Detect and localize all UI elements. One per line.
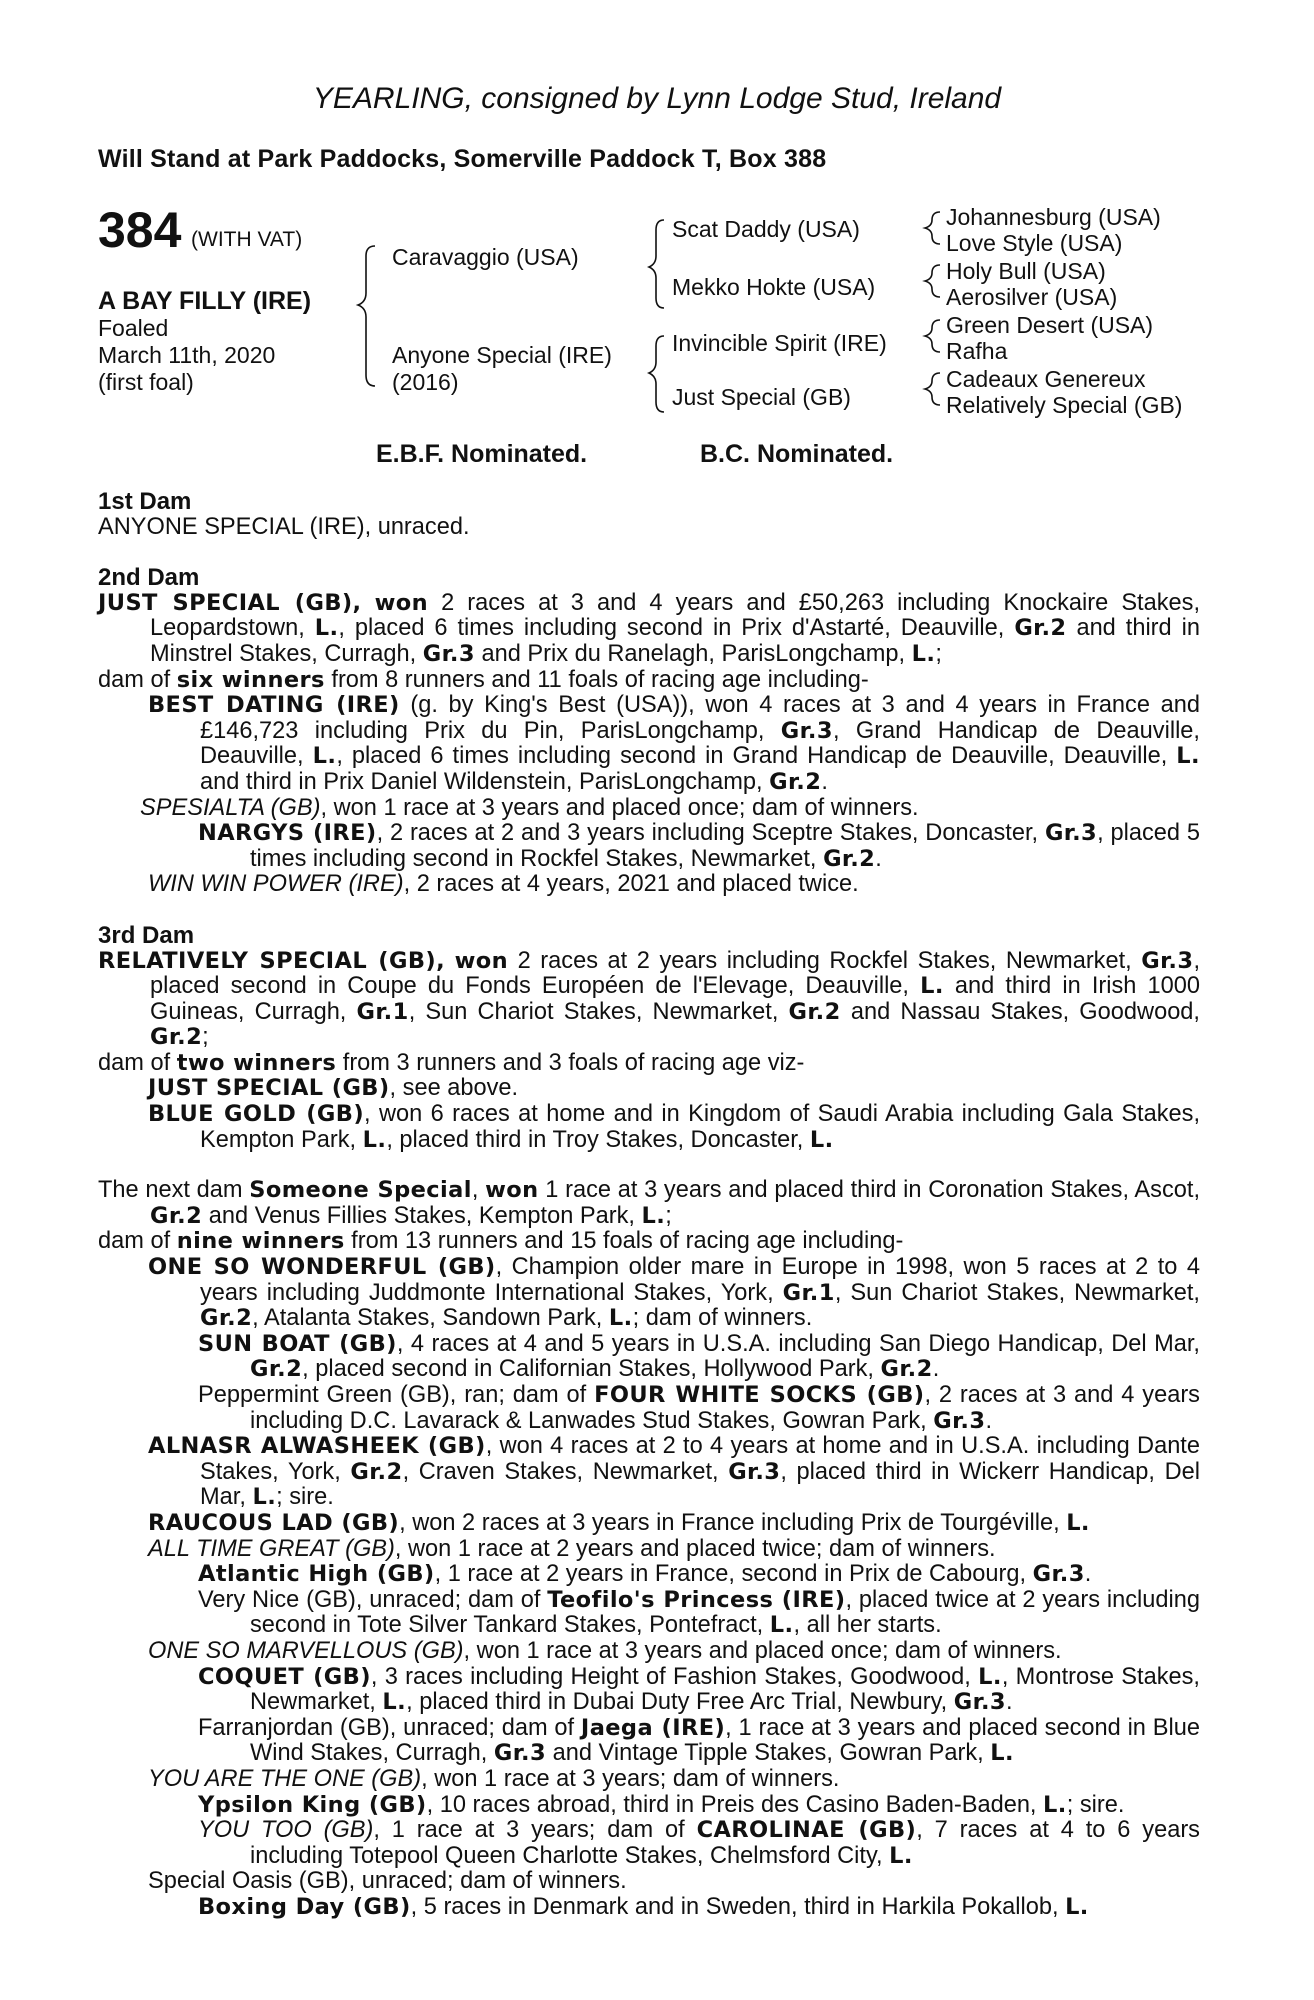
text: . (985, 1407, 992, 1434)
grade: Gr.2 (769, 768, 822, 795)
grade: Gr.2 (150, 1024, 203, 1051)
text: , 2 races at 3 and 4 years including D.C. Lavarack & Lanwades Stud Stakes, Gowran Park, (250, 1382, 1200, 1434)
produce-farranjordan (98, 1716, 1200, 1767)
g4-7: Cadeaux Genereux (946, 366, 1146, 392)
text: , placed 6 times including second in Prix d'Astarté, Deauville, (338, 615, 1015, 642)
horse-name: BLUE GOLD (GB) (148, 1101, 365, 1128)
text: 2 races at 2 years including Rockfel Stakes, Newmarket, (508, 947, 1142, 974)
text: , 3 races including Height of Fashion Stakes, Goodwood, (370, 1663, 979, 1690)
text: (g. by King's Best (USA)), won 4 races at 3 and 4 years in France and £146,723 including Prix du Pin, ParisLongchamp, (200, 692, 1200, 744)
produce-nargys (98, 821, 1200, 872)
produce-you-are-the-one (98, 1767, 1200, 1793)
produce-just-special (98, 1076, 1200, 1102)
text: dam of (98, 666, 177, 693)
text: , placed 5 times including second in Rockfel Stakes, Newmarket, (250, 820, 1200, 872)
horse-name: YOU TOO (GB) (198, 1817, 374, 1844)
grade: Gr.1 (782, 1279, 835, 1306)
grade: Gr.2 (788, 998, 841, 1025)
text: and third in Prix Daniel Wildenstein, ParisLongchamp, (200, 768, 770, 795)
produce-all-time-great (98, 1537, 1200, 1563)
text: , Montrose Stakes, Newmarket, (250, 1663, 1200, 1716)
text: ; (202, 1024, 209, 1051)
horse-name: RAUCOUS LAD (GB) (148, 1509, 400, 1536)
text: Farranjordan (GB), unraced; dam of (198, 1714, 581, 1741)
text: ; sire. (1066, 1791, 1125, 1818)
text: and Prix du Ranelagh, ParisLongchamp, (474, 640, 912, 667)
text: , won 4 races at 2 to 4 years at home and in U.S.A. including Dante Stakes, York, (200, 1433, 1200, 1485)
grade: L. (608, 1305, 633, 1332)
text: 1 race at 3 years and placed third in Coronation Stakes, Ascot, (538, 1177, 1200, 1204)
text: Very Nice (GB), unraced; dam of (198, 1586, 548, 1613)
text: , placed twice at 2 years including second in Tote Silver Tankard Stakes, Pontefract, (250, 1586, 1200, 1639)
grade: L. (920, 973, 944, 1000)
produce-atlantic-high (98, 1562, 1200, 1588)
foaled-date: March 11th, 2020 (98, 342, 276, 368)
text: , won 6 races at home and in Kingdom of Saudi Arabia including Gala Stakes, Kempton Park, (200, 1101, 1201, 1153)
second-dam-record (98, 591, 1200, 668)
text: , won 2 races at 3 years in France including Prix de Tourgéville, (399, 1509, 1067, 1536)
dam-year: (2016) (392, 369, 459, 395)
text: , 1 race at 3 years and placed second in Blue Wind Stakes, Curragh, (250, 1714, 1200, 1767)
text: dam of (98, 1049, 177, 1076)
text: , 1 race at 3 years; dam of (373, 1817, 697, 1844)
text: , Sun Chariot Stakes, Newmarket, (408, 998, 789, 1025)
text: , 5 races in Denmark and in Sweden, third in Harkila Pokallob, (410, 1893, 1066, 1920)
grade: L. (1065, 1893, 1089, 1920)
grade: Gr.3 (1044, 820, 1098, 847)
text: , 1 race at 2 years in France, second in Prix de Cabourg, (434, 1561, 1033, 1588)
text: Special Oasis (GB), unraced; dam of winners. (148, 1868, 627, 1895)
grade: Gr.3 (1032, 1561, 1085, 1588)
horse-name: Boxing Day (GB) (198, 1893, 411, 1920)
produce-sun-boat (98, 1332, 1200, 1383)
text: ; dam of winners. (632, 1305, 813, 1332)
horse-name: Teofilo's Princess (IRE) (547, 1586, 846, 1613)
grade: Gr.3 (933, 1407, 986, 1434)
produce-ypsilon-king (98, 1793, 1200, 1819)
text: , won 1 race at 3 years; dam of winners. (421, 1765, 840, 1792)
dam-history (98, 489, 1200, 1920)
dam-sire: Invincible Spirit (IRE) (672, 330, 887, 356)
foaled-label: Foaled (98, 315, 169, 341)
grade: Gr.1 (356, 998, 409, 1025)
horse-name: WIN WIN POWER (IRE) (148, 871, 404, 898)
grade: L. (312, 743, 337, 770)
produce-raucous-lad (98, 1511, 1200, 1537)
horse-name: RELATIVELY SPECIAL (GB), (98, 947, 446, 974)
horse-name: NARGYS (IRE) (198, 820, 377, 847)
grade: Gr.3 (728, 1458, 781, 1485)
horse-name: COQUET (GB) (198, 1663, 371, 1690)
grade: L. (382, 1689, 407, 1716)
horse-name: Someone Special (249, 1177, 472, 1204)
grade: Gr.3 (422, 640, 475, 667)
horse-name: CAROLINAE (GB) (696, 1817, 917, 1844)
winners-count: nine winners (176, 1228, 345, 1255)
text: and third in Minstrel Stakes, Curragh, (150, 615, 1200, 667)
winners-count: six winners (176, 666, 325, 693)
text: ; sire. (276, 1484, 334, 1511)
text: The next dam (98, 1177, 250, 1204)
second-dam-produce (98, 668, 1200, 694)
sire-sire: Scat Daddy (USA) (672, 216, 860, 242)
horse-name: BEST DATING (IRE) (148, 692, 400, 719)
text: , Sun Chariot Stakes, Newmarket, (834, 1279, 1200, 1306)
grade: Gr.2 (250, 1356, 303, 1383)
grade: L. (809, 1126, 834, 1153)
horse-name: ALL TIME GREAT (GB) (148, 1535, 395, 1562)
text: . (875, 845, 882, 872)
third-dam-heading: 3rd Dam (98, 921, 195, 949)
horse-name: JUST SPECIAL (GB) (148, 1075, 390, 1102)
stand-location: Will Stand at Park Paddocks, Somerville Paddock T, Box 388 (98, 145, 827, 173)
produce-special-oasis (98, 1869, 1200, 1895)
text: . (1084, 1561, 1092, 1588)
text: . (932, 1356, 940, 1383)
won-word: won (374, 589, 429, 616)
grade: Gr.2 (1014, 615, 1067, 642)
grade: Gr.2 (823, 845, 876, 872)
text: , 10 races abroad, third in Preis des Casino Baden-Baden, (426, 1791, 1044, 1818)
sire-dam: Mekko Hokte (USA) (672, 274, 876, 300)
grade: L. (1043, 1791, 1067, 1818)
text: and Venus Fillies Stakes, Kempton Park, (202, 1202, 642, 1229)
bc-nominated: B.C. Nominated. (700, 440, 894, 468)
text: , Champion older mare in Europe in 1998, won 5 races at 2 to 4 years including Juddmonte International Stakes, York, (200, 1254, 1200, 1306)
winners-count: two winners (176, 1049, 337, 1076)
horse-name: ONE SO WONDERFUL (GB) (148, 1254, 496, 1281)
g4-4: Aerosilver (USA) (946, 284, 1118, 310)
text: , 2 races at 4 years, 2021 and placed twice. (403, 871, 859, 898)
grade: L. (362, 1126, 387, 1153)
text: and Nassau Stakes, Goodwood, (840, 998, 1200, 1025)
text: , 7 races at 4 to 6 years including Totepool Queen Charlotte Stakes, Chelmsford City, (250, 1817, 1200, 1869)
horse-name: Atlantic High (GB) (198, 1561, 435, 1588)
third-dam-record (98, 949, 1200, 1051)
text: , won 1 race at 2 years and placed twice; dam of winners. (394, 1535, 996, 1562)
second-dam-heading: 2nd Dam (98, 564, 200, 592)
grade: L. (314, 615, 339, 642)
ebf-nominated: E.B.F. Nominated. (376, 440, 588, 468)
horse-name: Ypsilon King (GB) (198, 1791, 427, 1818)
produce-best-dating (98, 693, 1200, 795)
produce-spesialta (98, 796, 1200, 822)
text: and Vintage Tipple Stakes, Gowran Park, (546, 1740, 991, 1767)
produce-peppermint-green (98, 1383, 1200, 1434)
grade: Gr.3 (780, 717, 833, 744)
grade: Gr.3 (1141, 947, 1194, 974)
g4-8: Relatively Special (GB) (946, 392, 1183, 418)
text: , placed third in Dubai Duty Free Arc Trial, Newbury, (406, 1689, 954, 1716)
text: , see above. (389, 1075, 519, 1102)
text: , 2 races at 2 and 3 years including Sceptre Stakes, Doncaster, (376, 820, 1045, 847)
text: from 13 runners and 15 foals of racing age including- (344, 1228, 904, 1255)
g4-6: Rafha (946, 338, 1008, 364)
produce-win-win-power (98, 872, 1200, 898)
text: , Grand Handicap de Deauville, Deauville, (200, 717, 1200, 770)
next-dam-produce (98, 1229, 1200, 1255)
grade: L. (990, 1740, 1014, 1767)
text: , all her starts. (793, 1612, 942, 1639)
second-dam-name: JUST SPECIAL (GB), (98, 589, 362, 616)
text: , placed second in Californian Stakes, Hollywood Park, (302, 1356, 881, 1383)
text: , (471, 1177, 486, 1204)
grade: L. (978, 1663, 1002, 1690)
g4-2: Love Style (USA) (946, 230, 1123, 256)
dam-name: Anyone Special (IRE) (392, 342, 612, 368)
horse-name: SUN BOAT (GB) (198, 1330, 397, 1357)
grade: L. (252, 1484, 277, 1511)
horse-name: Jaega (IRE) (580, 1714, 726, 1741)
grade: L. (889, 1842, 913, 1869)
text: , 4 races at 4 and 5 years in U.S.A. including San Diego Handicap, Del Mar, (396, 1330, 1200, 1357)
next-dam-record (98, 1178, 1200, 1229)
produce-you-too (98, 1818, 1200, 1869)
lot-number: 384 (98, 202, 182, 258)
grade: L. (1066, 1509, 1090, 1536)
won-word: won (485, 1177, 539, 1204)
third-dam-produce (98, 1051, 1200, 1077)
text: , Atalanta Stakes, Sandown Park, (252, 1305, 609, 1332)
foal-note: (first foal) (98, 369, 194, 395)
vat-note: (WITH VAT) (191, 228, 303, 251)
g4-5: Green Desert (USA) (946, 312, 1154, 338)
text: , placed third in Wickerr Handicap, Del Mar, (200, 1458, 1200, 1511)
g4-3: Holy Bull (USA) (946, 258, 1106, 284)
produce-one-so-wonderful (98, 1255, 1200, 1332)
first-dam-text: ANYONE SPECIAL (IRE), unraced. (98, 513, 470, 540)
text: and third in Irish 1000 Guineas, Curragh, (150, 973, 1200, 1025)
text: , won 1 race at 3 years and placed once; dam of winners. (463, 1637, 1062, 1664)
text: , placed second in Coupe du Fonds Européen de l'Elevage, Deauville, (150, 947, 1200, 1000)
text: from 8 runners and 11 foals of racing age including- (324, 666, 869, 693)
horse-name: A BAY FILLY (IRE) (98, 287, 312, 315)
grade: Gr.2 (350, 1458, 403, 1485)
horse-name: SPESIALTA (GB) (140, 794, 321, 821)
grade: Gr.2 (200, 1305, 253, 1332)
text: dam of (98, 1228, 177, 1255)
grade: Gr.3 (493, 1740, 547, 1767)
produce-one-so-marvellous (98, 1639, 1200, 1665)
text: , placed 6 times including second in Grand Handicap de Deauville, Deauville, (336, 743, 1177, 770)
dam-dam: Just Special (GB) (672, 384, 851, 410)
produce-alnasr-alwasheek (98, 1434, 1200, 1511)
text: ; (935, 640, 942, 667)
g4-1: Johannesburg (USA) (946, 204, 1161, 230)
produce-coquet (98, 1665, 1200, 1716)
grade: L. (911, 640, 936, 667)
horse-name: ALNASR ALWASHEEK (GB) (148, 1433, 486, 1460)
text: , Craven Stakes, Newmarket, (402, 1458, 729, 1485)
text: ; (665, 1202, 672, 1229)
grade: Gr.2 (150, 1202, 203, 1229)
text: 2 races at 3 and 4 years and £50,263 including Knockaire Stakes, Leopardstown, (150, 589, 1201, 642)
text: , placed third in Troy Stakes, Doncaster, (386, 1126, 810, 1153)
text: . (821, 768, 828, 795)
horse-name: ONE SO MARVELLOUS (GB) (148, 1637, 464, 1664)
horse-name: YOU ARE THE ONE (GB) (148, 1765, 422, 1792)
grade: L. (769, 1612, 794, 1639)
catalogue-heading: YEARLING, consigned by Lynn Lodge Stud, Ireland (312, 82, 1002, 115)
sire-name: Caravaggio (USA) (392, 244, 579, 270)
produce-boxing-day (98, 1895, 1200, 1921)
text: Peppermint Green (GB), ran; dam of (198, 1382, 595, 1408)
won-word: won (454, 947, 509, 974)
text: . (1005, 1689, 1013, 1716)
produce-very-nice (98, 1588, 1200, 1639)
grade: Gr.3 (953, 1689, 1006, 1716)
text: from 3 runners and 3 foals of racing age viz- (336, 1049, 805, 1076)
horse-name: FOUR WHITE SOCKS (GB) (594, 1382, 925, 1408)
grade: L. (641, 1202, 666, 1229)
grade: Gr.2 (880, 1356, 933, 1383)
grade: L. (1176, 743, 1200, 770)
produce-blue-gold (98, 1102, 1200, 1153)
first-dam-heading: 1st Dam (98, 488, 192, 515)
text: , won 1 race at 3 years and placed once; dam of winners. (320, 794, 919, 821)
